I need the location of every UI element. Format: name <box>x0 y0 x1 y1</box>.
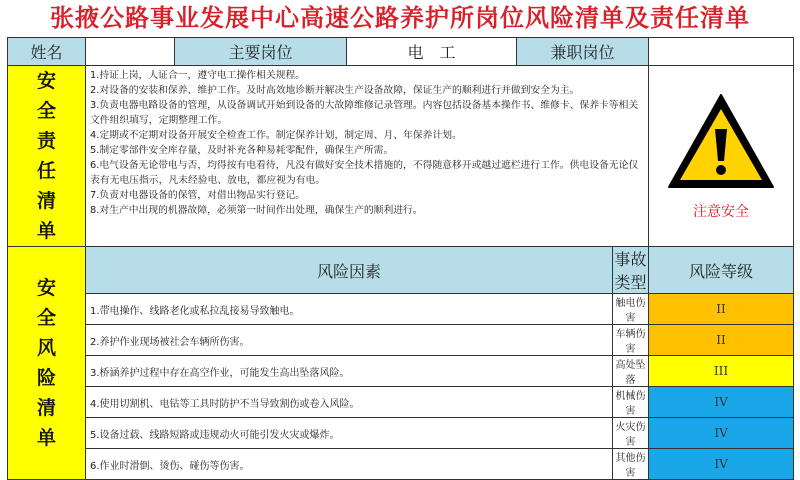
duty-item: 4.定期或不定期对设备开展安全检查工作。制定保养计划，制定周、月、年保养计划。 <box>90 130 462 141</box>
risk-level: IV <box>649 449 794 480</box>
table-row <box>8 449 794 480</box>
table-row <box>8 356 794 387</box>
risk-label-text: 安全风险清单 <box>36 277 56 449</box>
risk-factor: 2.养护作业现场被社会车辆所伤害。 <box>86 325 613 356</box>
duty-item: 8.对生产中出现的机器故障，必须第一时间作出处理，确保生产的顺利进行。 <box>90 205 423 216</box>
responsibility-sheet <box>7 37 794 480</box>
risk-header-row <box>8 247 794 294</box>
risk-factor: 4.使用切割机、电钻等工具时防护不当导致割伤或卷入风险。 <box>86 387 613 418</box>
risk-level: IV <box>649 387 794 418</box>
col-accident-type: 事故类型 <box>613 247 649 294</box>
responsibility-label-text: 安全责任清单 <box>36 70 56 242</box>
risk-level: III <box>649 356 794 387</box>
page-title: 张掖公路事业发展中心高速公路养护所岗位风险清单及责任清单 <box>50 3 750 32</box>
table-row <box>8 387 794 418</box>
col-risk-factor: 风险因素 <box>86 247 613 294</box>
duty-item: 7.负责对电器设备的保管，对借出物品实行登记。 <box>90 190 306 201</box>
responsibility-duties <box>86 66 649 247</box>
duty-item: 5.制定零部件安全库存量，及时补充各种易耗零配件，确保生产所需。 <box>90 145 394 156</box>
accident-type: 车辆伤害 <box>613 325 649 356</box>
warning-label: 注意安全 <box>693 204 750 220</box>
risk-level: II <box>649 325 794 356</box>
accident-type: 火灾伤害 <box>613 418 649 449</box>
part-time-value <box>649 38 794 66</box>
responsibility-side-label <box>8 66 86 247</box>
duty-item: 2.对设备的安装和保养、维护工作。及时高效地诊断并解决生产设备故障，保证生产的顺利进行并做到安全为主。 <box>90 85 580 96</box>
risk-factor: 5.设备过载、线路短路或违规动火可能引发火灾或爆炸。 <box>86 418 613 449</box>
main-post-value: 电 工 <box>347 38 517 66</box>
duty-item: 6.电气设备无论带电与否，均得按有电看待，凡没有做好安全技术措施的，不得随意移开或越过遮栏进行工作。供电设备无论仅表有无电压指示，凡未经验电、放电，都应视为有电。 <box>90 160 639 186</box>
accident-type: 其他伤害 <box>613 449 649 480</box>
name-value <box>86 38 175 66</box>
risk-factor: 3.桥涵养护过程中存在高空作业，可能发生高出坠落风险。 <box>86 356 613 387</box>
name-label: 姓名 <box>8 38 86 66</box>
risk-factor: 6.作业时滑倒、烫伤、碰伤等伤害。 <box>86 449 613 480</box>
duty-item: 1.持证上岗，人证合一，遵守电工操作相关规程。 <box>90 70 306 81</box>
part-time-label: 兼职岗位 <box>517 38 649 66</box>
header-row <box>8 38 794 66</box>
duty-item: 3.负责电器电路设备的管理，从设备调试开始到设备的大故障维修记录管理。内容包括设备基本操作书、维修卡、保养卡等相关文件组织填写，定期整理工作。 <box>90 100 639 126</box>
warning-sign-cell <box>649 66 794 247</box>
accident-type: 高处坠落 <box>613 356 649 387</box>
main-post-label: 主要岗位 <box>175 38 347 66</box>
risk-side-label <box>8 247 86 480</box>
risk-factor: 1.带电操作、线路老化或私拉乱接易导致触电。 <box>86 294 613 325</box>
risk-level: II <box>649 294 794 325</box>
col-risk-level: 风险等级 <box>649 247 794 294</box>
risk-level: IV <box>649 418 794 449</box>
accident-type: 触电伤害 <box>613 294 649 325</box>
warning-triangle-icon <box>665 91 777 191</box>
accident-type: 机械伤害 <box>613 387 649 418</box>
table-row <box>8 418 794 449</box>
table-row <box>8 294 794 325</box>
responsibility-row <box>8 66 794 247</box>
table-row <box>8 325 794 356</box>
